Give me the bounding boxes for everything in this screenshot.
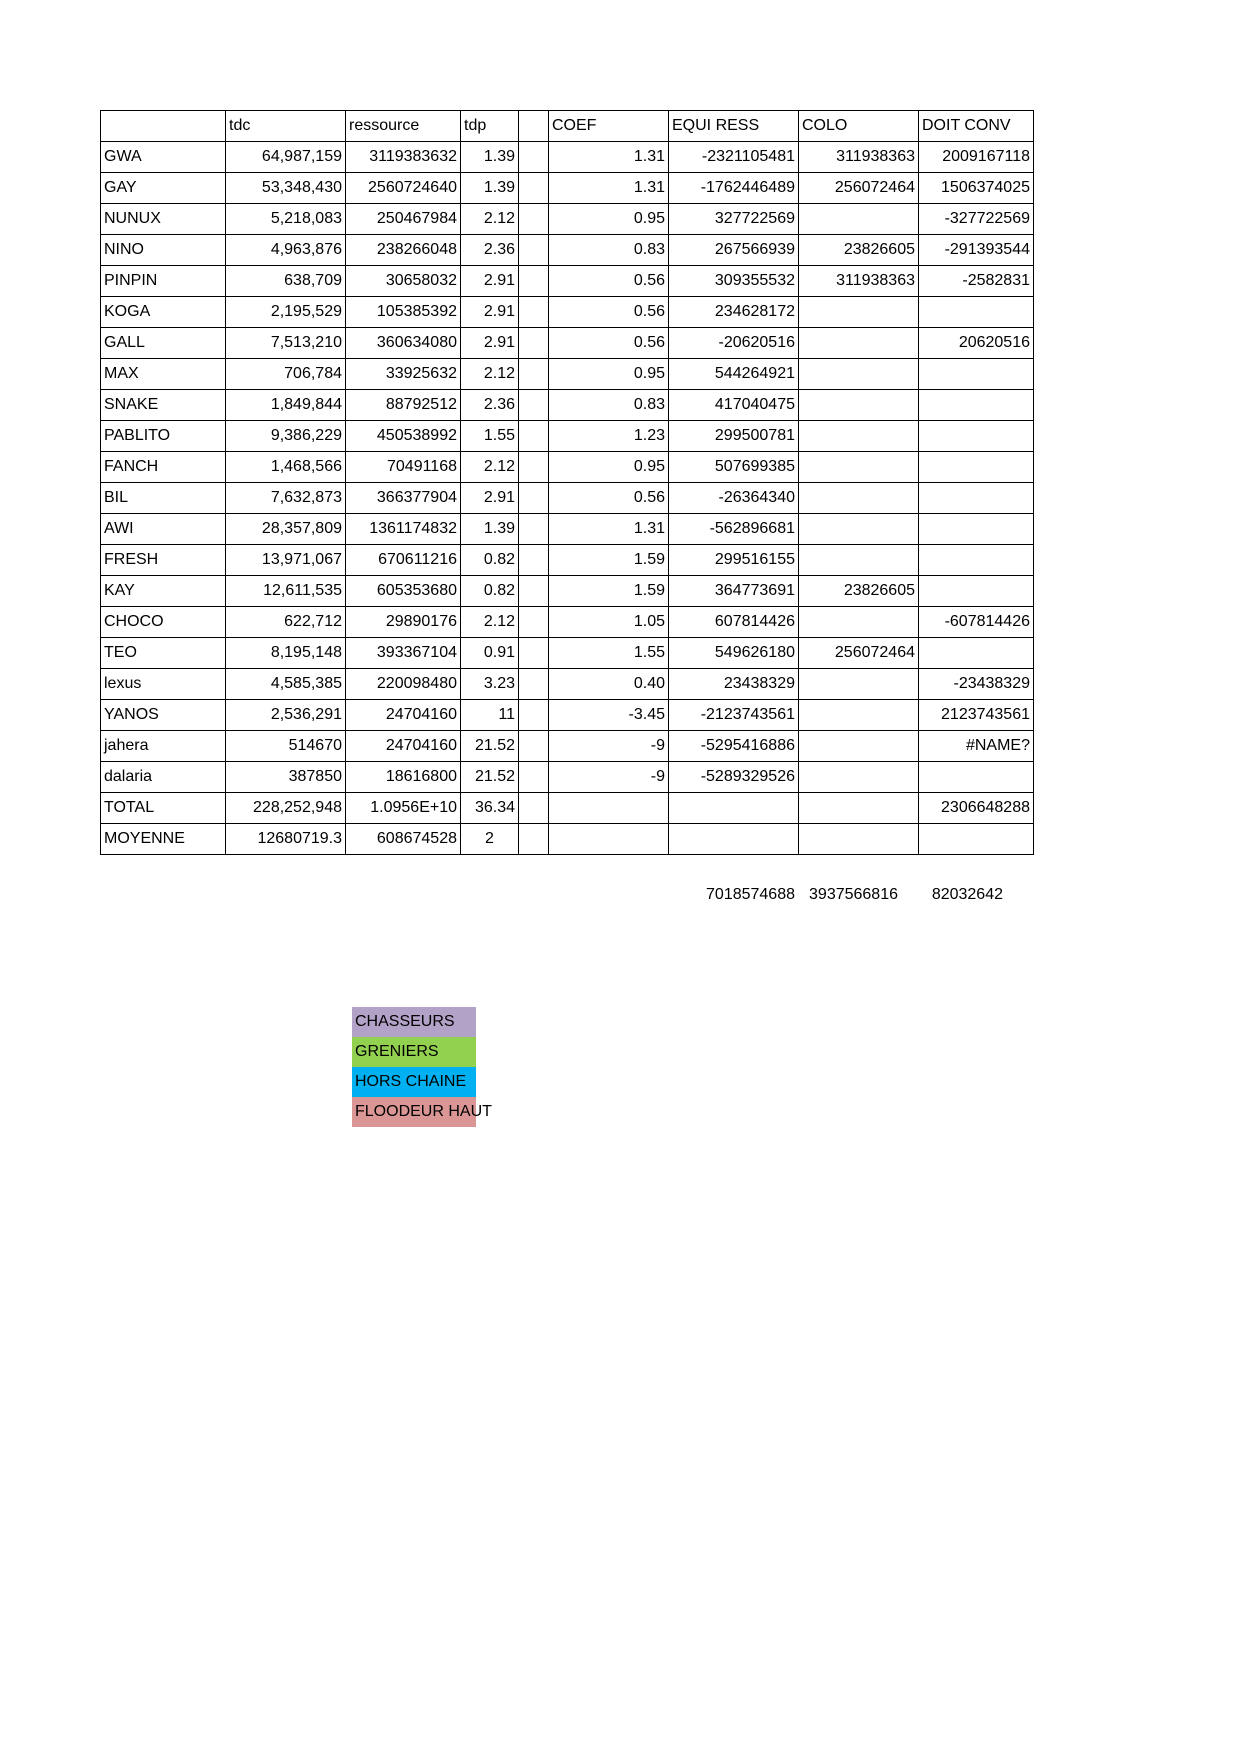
table-row <box>101 359 1034 390</box>
cell-ressource[interactable]: 605353680 <box>346 576 461 607</box>
cell-blank[interactable] <box>519 576 549 607</box>
cell-blank[interactable] <box>519 235 549 266</box>
cell-blank[interactable] <box>519 762 549 793</box>
cell-coef[interactable]: -9 <box>549 731 669 762</box>
cell-blank[interactable] <box>519 824 549 855</box>
legend-item-greniers[interactable]: GRENIERS <box>352 1037 476 1067</box>
cell-name[interactable]: KAY <box>101 576 226 607</box>
cell-ressource[interactable]: 238266048 <box>346 235 461 266</box>
cell-ressource[interactable]: 393367104 <box>346 638 461 669</box>
data-table <box>100 110 1034 855</box>
cell-doit[interactable] <box>919 576 1034 607</box>
table-row <box>101 297 1034 328</box>
cell-tdc[interactable]: 9,386,229 <box>226 421 346 452</box>
cell-tdp[interactable]: 2.12 <box>461 607 519 638</box>
cell-doit[interactable]: #NAME? <box>919 731 1034 762</box>
cell-doit[interactable]: -607814426 <box>919 607 1034 638</box>
cell-colo[interactable] <box>799 824 919 855</box>
table-row <box>101 793 1034 824</box>
table-row <box>101 607 1034 638</box>
cell-coef[interactable]: 0.56 <box>549 297 669 328</box>
table-row-moyenne <box>101 824 1034 855</box>
cell-ressource[interactable]: 450538992 <box>346 421 461 452</box>
cell-tdp[interactable]: 0.91 <box>461 638 519 669</box>
cell-doit[interactable] <box>919 824 1034 855</box>
cell-equi[interactable] <box>669 824 799 855</box>
cell-ressource[interactable]: 1.0956E+10 <box>346 793 461 824</box>
cell-doit[interactable]: 20620516 <box>919 328 1034 359</box>
cell-ressource[interactable]: 105385392 <box>346 297 461 328</box>
cell-tdp[interactable]: 1.39 <box>461 514 519 545</box>
cell-name[interactable]: FANCH <box>101 452 226 483</box>
cell-blank[interactable] <box>519 452 549 483</box>
cell-colo[interactable]: 23826605 <box>799 235 919 266</box>
cell-equi[interactable]: 327722569 <box>669 204 799 235</box>
cell-tdp[interactable]: 1.39 <box>461 142 519 173</box>
cell-coef[interactable]: 0.40 <box>549 669 669 700</box>
cell-colo[interactable] <box>799 390 919 421</box>
cell-coef[interactable]: 0.95 <box>549 204 669 235</box>
cell-blank[interactable] <box>519 483 549 514</box>
cell-equi[interactable]: -562896681 <box>669 514 799 545</box>
cell-tdp[interactable]: 2 <box>461 824 519 855</box>
column-header-tdp[interactable]: tdp <box>461 111 519 142</box>
cell-equi[interactable]: -1762446489 <box>669 173 799 204</box>
cell-name[interactable]: BIL <box>101 483 226 514</box>
cell-doit[interactable] <box>919 390 1034 421</box>
cell-equi[interactable]: 549626180 <box>669 638 799 669</box>
column-header-blank[interactable] <box>519 111 549 142</box>
cell-tdc[interactable]: 638,709 <box>226 266 346 297</box>
cell-tdc[interactable]: 7,632,873 <box>226 483 346 514</box>
cell-blank[interactable] <box>519 421 549 452</box>
cell-colo[interactable] <box>799 731 919 762</box>
column-header-tdc[interactable]: tdc <box>226 111 346 142</box>
cell-equi[interactable]: 544264921 <box>669 359 799 390</box>
cell-colo[interactable] <box>799 483 919 514</box>
cell-name[interactable]: PINPIN <box>101 266 226 297</box>
cell-ressource[interactable]: 33925632 <box>346 359 461 390</box>
cell-blank[interactable] <box>519 669 549 700</box>
legend <box>352 1007 492 1127</box>
cell-ressource[interactable]: 3119383632 <box>346 142 461 173</box>
cell-doit[interactable] <box>919 514 1034 545</box>
cell-colo[interactable] <box>799 421 919 452</box>
cell-doit[interactable] <box>919 297 1034 328</box>
cell-name[interactable]: GAY <box>101 173 226 204</box>
cell-name[interactable]: SNAKE <box>101 390 226 421</box>
cell-blank[interactable] <box>519 514 549 545</box>
cell-colo[interactable] <box>799 514 919 545</box>
cell-ressource[interactable]: 670611216 <box>346 545 461 576</box>
cell-coef[interactable]: 1.05 <box>549 607 669 638</box>
cell-name[interactable]: FRESH <box>101 545 226 576</box>
cell-name[interactable]: NINO <box>101 235 226 266</box>
cell-equi[interactable]: -2123743561 <box>669 700 799 731</box>
cell-tdc[interactable]: 5,218,083 <box>226 204 346 235</box>
cell-ressource[interactable]: 608674528 <box>346 824 461 855</box>
cell-ressource[interactable]: 18616800 <box>346 762 461 793</box>
cell-colo[interactable] <box>799 545 919 576</box>
cell-coef[interactable]: 1.59 <box>549 576 669 607</box>
loose-number-equi-ress[interactable]: 7018574688 <box>706 886 795 903</box>
table-row <box>101 514 1034 545</box>
column-header-coef[interactable]: COEF <box>549 111 669 142</box>
cell-equi[interactable]: 23438329 <box>669 669 799 700</box>
cell-name[interactable]: MOYENNE <box>101 824 226 855</box>
cell-colo[interactable] <box>799 452 919 483</box>
cell-name[interactable]: jahera <box>101 731 226 762</box>
cell-doit[interactable] <box>919 545 1034 576</box>
cell-tdc[interactable]: 7,513,210 <box>226 328 346 359</box>
column-header-ressource[interactable]: ressource <box>346 111 461 142</box>
cell-equi[interactable]: -5295416886 <box>669 731 799 762</box>
cell-coef[interactable]: 0.95 <box>549 452 669 483</box>
cell-tdc[interactable]: 622,712 <box>226 607 346 638</box>
cell-coef[interactable]: 0.56 <box>549 328 669 359</box>
cell-coef[interactable] <box>549 824 669 855</box>
cell-coef[interactable]: 0.83 <box>549 390 669 421</box>
cell-name[interactable]: TOTAL <box>101 793 226 824</box>
cell-ressource[interactable]: 24704160 <box>346 731 461 762</box>
cell-tdp[interactable]: 2.12 <box>461 359 519 390</box>
cell-equi[interactable]: 309355532 <box>669 266 799 297</box>
cell-blank[interactable] <box>519 359 549 390</box>
column-header-equi-ress[interactable]: EQUI RESS <box>669 111 799 142</box>
cell-doit[interactable]: 2009167118 <box>919 142 1034 173</box>
cell-equi[interactable]: 364773691 <box>669 576 799 607</box>
cell-colo[interactable] <box>799 762 919 793</box>
cell-coef[interactable]: -9 <box>549 762 669 793</box>
cell-equi[interactable]: 299516155 <box>669 545 799 576</box>
cell-blank[interactable] <box>519 142 549 173</box>
cell-tdp[interactable]: 2.91 <box>461 266 519 297</box>
cell-blank[interactable] <box>519 204 549 235</box>
cell-colo[interactable] <box>799 669 919 700</box>
legend-item-chasseurs[interactable]: CHASSEURS <box>352 1007 476 1037</box>
cell-doit[interactable] <box>919 421 1034 452</box>
cell-blank[interactable] <box>519 545 549 576</box>
cell-name[interactable]: PABLITO <box>101 421 226 452</box>
cell-tdc[interactable]: 64,987,159 <box>226 142 346 173</box>
cell-colo[interactable]: 23826605 <box>799 576 919 607</box>
cell-tdp[interactable]: 2.12 <box>461 204 519 235</box>
cell-name[interactable]: NUNUX <box>101 204 226 235</box>
cell-equi[interactable]: -2321105481 <box>669 142 799 173</box>
cell-blank[interactable] <box>519 731 549 762</box>
table-row <box>101 452 1034 483</box>
cell-colo[interactable] <box>799 793 919 824</box>
table-row <box>101 669 1034 700</box>
table-row <box>101 266 1034 297</box>
header-row <box>101 111 1034 142</box>
cell-ressource[interactable]: 29890176 <box>346 607 461 638</box>
cell-doit[interactable] <box>919 638 1034 669</box>
cell-tdc[interactable]: 12680719.3 <box>226 824 346 855</box>
table-row <box>101 483 1034 514</box>
cell-name[interactable]: AWI <box>101 514 226 545</box>
cell-ressource[interactable]: 24704160 <box>346 700 461 731</box>
column-header-doit-conv[interactable]: DOIT CONV <box>919 111 1034 142</box>
cell-doit[interactable]: -291393544 <box>919 235 1034 266</box>
cell-colo[interactable]: 256072464 <box>799 638 919 669</box>
table-row <box>101 204 1034 235</box>
cell-ressource[interactable]: 360634080 <box>346 328 461 359</box>
cell-tdc[interactable]: 8,195,148 <box>226 638 346 669</box>
cell-coef[interactable]: 1.59 <box>549 545 669 576</box>
cell-equi[interactable] <box>669 793 799 824</box>
cell-name[interactable]: YANOS <box>101 700 226 731</box>
cell-name[interactable]: TEO <box>101 638 226 669</box>
cell-ressource[interactable]: 1361174832 <box>346 514 461 545</box>
cell-tdc[interactable]: 28,357,809 <box>226 514 346 545</box>
cell-tdp[interactable]: 1.55 <box>461 421 519 452</box>
cell-colo[interactable]: 311938363 <box>799 142 919 173</box>
cell-equi[interactable]: 234628172 <box>669 297 799 328</box>
cell-tdc[interactable]: 12,611,535 <box>226 576 346 607</box>
cell-tdc[interactable]: 228,252,948 <box>226 793 346 824</box>
cell-doit[interactable]: -327722569 <box>919 204 1034 235</box>
cell-doit[interactable]: 2306648288 <box>919 793 1034 824</box>
cell-coef[interactable]: 1.31 <box>549 514 669 545</box>
table-row <box>101 142 1034 173</box>
cell-ressource[interactable]: 88792512 <box>346 390 461 421</box>
cell-tdc[interactable]: 2,536,291 <box>226 700 346 731</box>
legend-item-floodeur-haut[interactable]: FLOODEUR HAUT <box>352 1097 476 1127</box>
cell-equi[interactable]: 267566939 <box>669 235 799 266</box>
table-row <box>101 328 1034 359</box>
cell-coef[interactable] <box>549 793 669 824</box>
table-row <box>101 421 1034 452</box>
cell-tdc[interactable]: 2,195,529 <box>226 297 346 328</box>
cell-doit[interactable]: -23438329 <box>919 669 1034 700</box>
cell-coef[interactable]: 1.23 <box>549 421 669 452</box>
cell-blank[interactable] <box>519 328 549 359</box>
cell-ressource[interactable]: 250467984 <box>346 204 461 235</box>
table-row <box>101 731 1034 762</box>
cell-colo[interactable] <box>799 359 919 390</box>
table-row <box>101 545 1034 576</box>
cell-tdp[interactable]: 3.23 <box>461 669 519 700</box>
cell-name[interactable]: CHOCO <box>101 607 226 638</box>
cell-tdp[interactable]: 2.36 <box>461 235 519 266</box>
cell-coef[interactable]: 1.55 <box>549 638 669 669</box>
cell-tdp[interactable]: 11 <box>461 700 519 731</box>
cell-doit[interactable] <box>919 359 1034 390</box>
cell-equi[interactable]: 607814426 <box>669 607 799 638</box>
cell-tdp[interactable]: 1.39 <box>461 173 519 204</box>
cell-ressource[interactable]: 366377904 <box>346 483 461 514</box>
cell-blank[interactable] <box>519 266 549 297</box>
cell-coef[interactable]: 1.31 <box>549 173 669 204</box>
cell-tdp[interactable]: 21.52 <box>461 731 519 762</box>
column-header-name[interactable] <box>101 111 226 142</box>
cell-ressource[interactable]: 70491168 <box>346 452 461 483</box>
cell-tdc[interactable]: 706,784 <box>226 359 346 390</box>
cell-ressource[interactable]: 30658032 <box>346 266 461 297</box>
cell-tdp[interactable]: 0.82 <box>461 576 519 607</box>
cell-doit[interactable] <box>919 483 1034 514</box>
cell-colo[interactable] <box>799 204 919 235</box>
cell-coef[interactable]: 0.56 <box>549 266 669 297</box>
cell-blank[interactable] <box>519 700 549 731</box>
cell-tdp[interactable]: 2.36 <box>461 390 519 421</box>
cell-tdc[interactable]: 1,849,844 <box>226 390 346 421</box>
legend-item-hors-chaine[interactable]: HORS CHAINE <box>352 1067 476 1097</box>
cell-doit[interactable]: 2123743561 <box>919 700 1034 731</box>
column-header-colo[interactable]: COLO <box>799 111 919 142</box>
cell-tdc[interactable]: 13,971,067 <box>226 545 346 576</box>
cell-coef[interactable]: 0.95 <box>549 359 669 390</box>
cell-tdc[interactable]: 53,348,430 <box>226 173 346 204</box>
cell-name[interactable]: KOGA <box>101 297 226 328</box>
cell-name[interactable]: GWA <box>101 142 226 173</box>
cell-colo[interactable]: 311938363 <box>799 266 919 297</box>
cell-name[interactable]: GALL <box>101 328 226 359</box>
cell-tdp[interactable]: 2.12 <box>461 452 519 483</box>
cell-doit[interactable] <box>919 452 1034 483</box>
table-row <box>101 235 1034 266</box>
cell-colo[interactable] <box>799 700 919 731</box>
cell-coef[interactable]: -3.45 <box>549 700 669 731</box>
cell-tdc[interactable]: 4,585,385 <box>226 669 346 700</box>
cell-tdp[interactable]: 2.91 <box>461 328 519 359</box>
cell-tdc[interactable]: 4,963,876 <box>226 235 346 266</box>
table-row <box>101 576 1034 607</box>
cell-tdp[interactable]: 2.91 <box>461 297 519 328</box>
cell-doit[interactable]: -2582831 <box>919 266 1034 297</box>
cell-tdp[interactable]: 2.91 <box>461 483 519 514</box>
cell-colo[interactable] <box>799 328 919 359</box>
cell-equi[interactable]: 507699385 <box>669 452 799 483</box>
cell-coef[interactable]: 1.31 <box>549 142 669 173</box>
cell-equi[interactable]: 417040475 <box>669 390 799 421</box>
cell-colo[interactable]: 256072464 <box>799 173 919 204</box>
cell-tdc[interactable]: 1,468,566 <box>226 452 346 483</box>
cell-name[interactable]: lexus <box>101 669 226 700</box>
cell-blank[interactable] <box>519 173 549 204</box>
cell-tdc[interactable]: 387850 <box>226 762 346 793</box>
cell-tdp[interactable]: 21.52 <box>461 762 519 793</box>
table-row <box>101 390 1034 421</box>
cell-blank[interactable] <box>519 638 549 669</box>
loose-number-colo[interactable]: 3937566816 <box>809 886 898 903</box>
cell-ressource[interactable]: 220098480 <box>346 669 461 700</box>
cell-blank[interactable] <box>519 297 549 328</box>
cell-equi[interactable]: -20620516 <box>669 328 799 359</box>
cell-tdp[interactable]: 0.82 <box>461 545 519 576</box>
cell-tdc[interactable]: 514670 <box>226 731 346 762</box>
loose-number-doit-conv[interactable]: 82032642 <box>931 886 1003 903</box>
cell-coef[interactable]: 0.56 <box>549 483 669 514</box>
cell-name[interactable]: dalaria <box>101 762 226 793</box>
cell-blank[interactable] <box>519 793 549 824</box>
cell-colo[interactable] <box>799 297 919 328</box>
table-row <box>101 638 1034 669</box>
cell-doit[interactable] <box>919 762 1034 793</box>
table-row <box>101 173 1034 204</box>
cell-blank[interactable] <box>519 390 549 421</box>
table-body <box>101 142 1034 855</box>
cell-tdp[interactable]: 36.34 <box>461 793 519 824</box>
cell-colo[interactable] <box>799 607 919 638</box>
cell-name[interactable]: MAX <box>101 359 226 390</box>
table-row <box>101 762 1034 793</box>
cell-coef[interactable]: 0.83 <box>549 235 669 266</box>
cell-doit[interactable]: 1506374025 <box>919 173 1034 204</box>
cell-ressource[interactable]: 2560724640 <box>346 173 461 204</box>
cell-blank[interactable] <box>519 607 549 638</box>
table-row <box>101 700 1034 731</box>
cell-equi[interactable]: -5289329526 <box>669 762 799 793</box>
cell-equi[interactable]: 299500781 <box>669 421 799 452</box>
cell-equi[interactable]: -26364340 <box>669 483 799 514</box>
